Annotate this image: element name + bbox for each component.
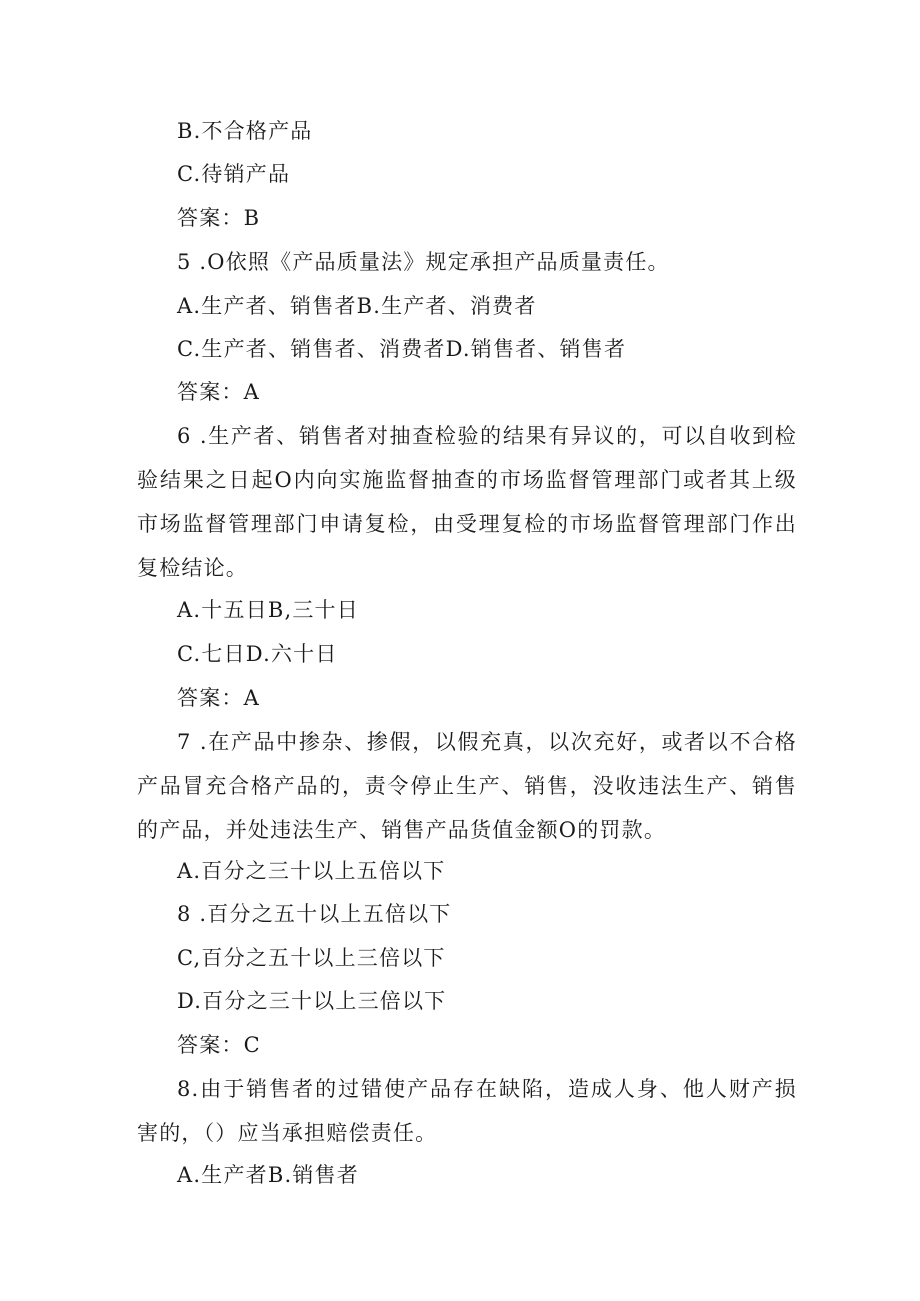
q7-question: 7 .在产品中掺杂、掺假，以假充真，以次充好，或者以不合格产品冒充合格产品的，责令停止生产、销售，没收违法生产、销售的产品，并处违法生产、销售产品货值金额O的罚款。 bbox=[137, 730, 797, 842]
q6-answer: 答案：A bbox=[177, 686, 260, 710]
q7-option-c: C,百分之五十以上三倍以下 bbox=[177, 946, 446, 970]
q8-question: 8.由于销售者的过错使产品存在缺陷，造成人身、他人财产损害的，（）应当承担赔偿责任。 bbox=[137, 1077, 797, 1145]
q4-option-c: C.待销产品 bbox=[177, 162, 291, 186]
q4-option-b: B.不合格产品 bbox=[177, 119, 313, 143]
q6-options-ab: A.十五日B,三十日 bbox=[177, 598, 359, 622]
q8-options-ab: A.生产者B.销售者 bbox=[177, 1163, 359, 1187]
q7-answer: 答案：C bbox=[177, 1033, 261, 1057]
q5-options-cd: C.生产者、销售者、消费者D.销售者、销售者 bbox=[177, 337, 627, 361]
q6-question: 6 .生产者、销售者对抽查检验的结果有异议的，可以自收到检验结果之日起O内向实施监督抽查的市场监督管理部门或者其上级市场监督管理部门申请复检，由受理复检的市场监督管理部门作出复检结论。 bbox=[137, 424, 797, 580]
q5-options-ab: A.生产者、销售者B.生产者、消费者 bbox=[177, 294, 537, 318]
q6-options-cd: C.七日D.六十日 bbox=[177, 642, 338, 666]
q4-answer: 答案：B bbox=[177, 206, 261, 230]
q7-option-a: A.百分之三十以上五倍以下 bbox=[177, 859, 446, 883]
q7-option-b: 8 .百分之五十以上五倍以下 bbox=[177, 902, 452, 926]
q7-option-d: D.百分之三十以上三倍以下 bbox=[177, 989, 447, 1013]
q5-question: 5 .O依照《产品质量法》规定承担产品质量责任。 bbox=[177, 250, 670, 274]
q5-answer: 答案：A bbox=[177, 380, 260, 404]
